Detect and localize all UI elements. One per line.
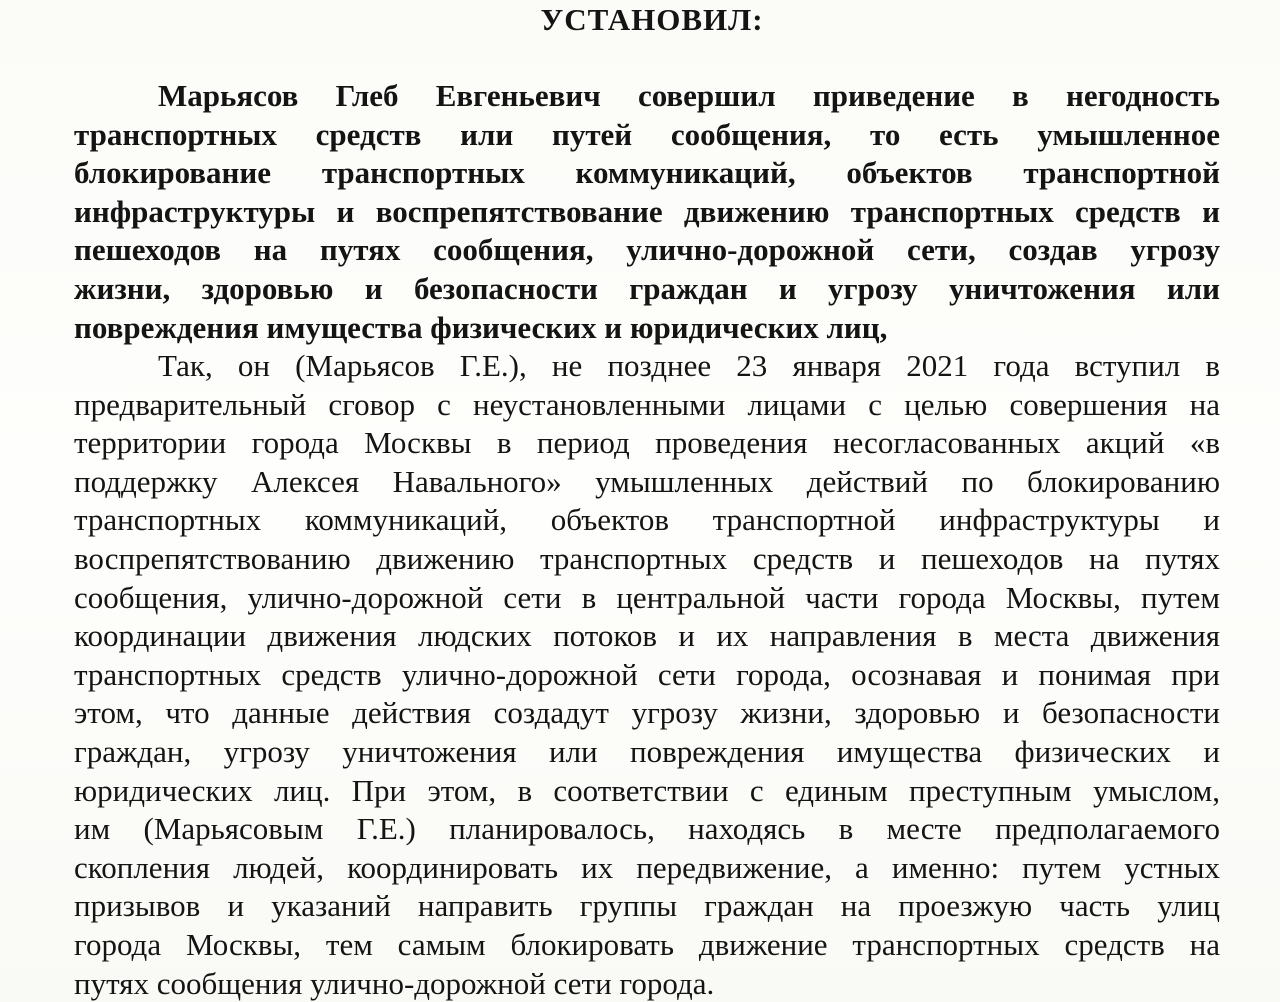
bold-paragraph bbox=[74, 77, 1220, 347]
text-line: транспортных коммуникаций, объектов транспортной инфраструктуры и bbox=[74, 502, 1220, 538]
text-line: сообщения, улично-дорожной сети в центральной части города Москвы, путем bbox=[74, 579, 1220, 615]
text-line: скопления людей, координировать их передвижение, а именно: путем устных bbox=[74, 849, 1220, 885]
text-line: поддержку Алексея Навального» умышленных действий по блокированию bbox=[74, 463, 1220, 499]
text-line: путях сообщения улично-дорожной сети города. bbox=[74, 965, 715, 1001]
text-line: пешеходов на путях сообщения, улично-дорожной сети, создав угрозу bbox=[74, 232, 1220, 268]
text-line: инфраструктуры и воспрепятствование движению транспортных средств и bbox=[74, 193, 1220, 229]
text-line: юридических лиц. При этом, в соответствии с единым преступным умыслом, bbox=[74, 772, 1220, 808]
regular-paragraph bbox=[74, 347, 1220, 1002]
text-line: города Москвы, тем самым блокировать движение транспортных средств на bbox=[74, 926, 1220, 962]
text-line: предварительный сговор с неустановленными лицами с целью совершения на bbox=[74, 386, 1220, 422]
text-line: воспрепятствованию движению транспортных средств и пешеходов на путях bbox=[74, 540, 1220, 576]
text-line: блокирование транспортных коммуникаций, объектов транспортной bbox=[74, 155, 1220, 191]
document-heading: УСТАНОВИЛ: bbox=[540, 2, 764, 37]
text-line: граждан, угрозу уничтожения или повреждения имущества физических и bbox=[74, 733, 1220, 769]
text-line: им (Марьясовым Г.Е.) планировалось, находясь в месте предполагаемого bbox=[74, 811, 1220, 847]
text-line: Так, он (Марьясов Г.Е.), не позднее 23 января 2021 года вступил в bbox=[158, 348, 1220, 383]
text-line: транспортных средств улично-дорожной сети города, осознавая и понимая при bbox=[74, 656, 1220, 692]
text-line: координации движения людских потоков и их направления в места движения bbox=[74, 618, 1220, 654]
text-line: призывов и указаний направить группы граждан на проезжую часть улиц bbox=[74, 888, 1220, 924]
text-line: Марьясов Глеб Евгеньевич совершил приведение в негодность bbox=[158, 78, 1220, 113]
text-line: транспортных средств или путей сообщения, то есть умышленное bbox=[74, 116, 1220, 152]
text-line: жизни, здоровью и безопасности граждан и угрозу уничтожения или bbox=[74, 270, 1220, 306]
text-line: территории города Москвы в период проведения несогласованных акций «в bbox=[74, 425, 1220, 461]
text-line: этом, что данные действия создадут угрозу жизни, здоровью и безопасности bbox=[74, 695, 1220, 731]
text-line: повреждения имущества физических и юридических лиц, bbox=[74, 309, 888, 345]
